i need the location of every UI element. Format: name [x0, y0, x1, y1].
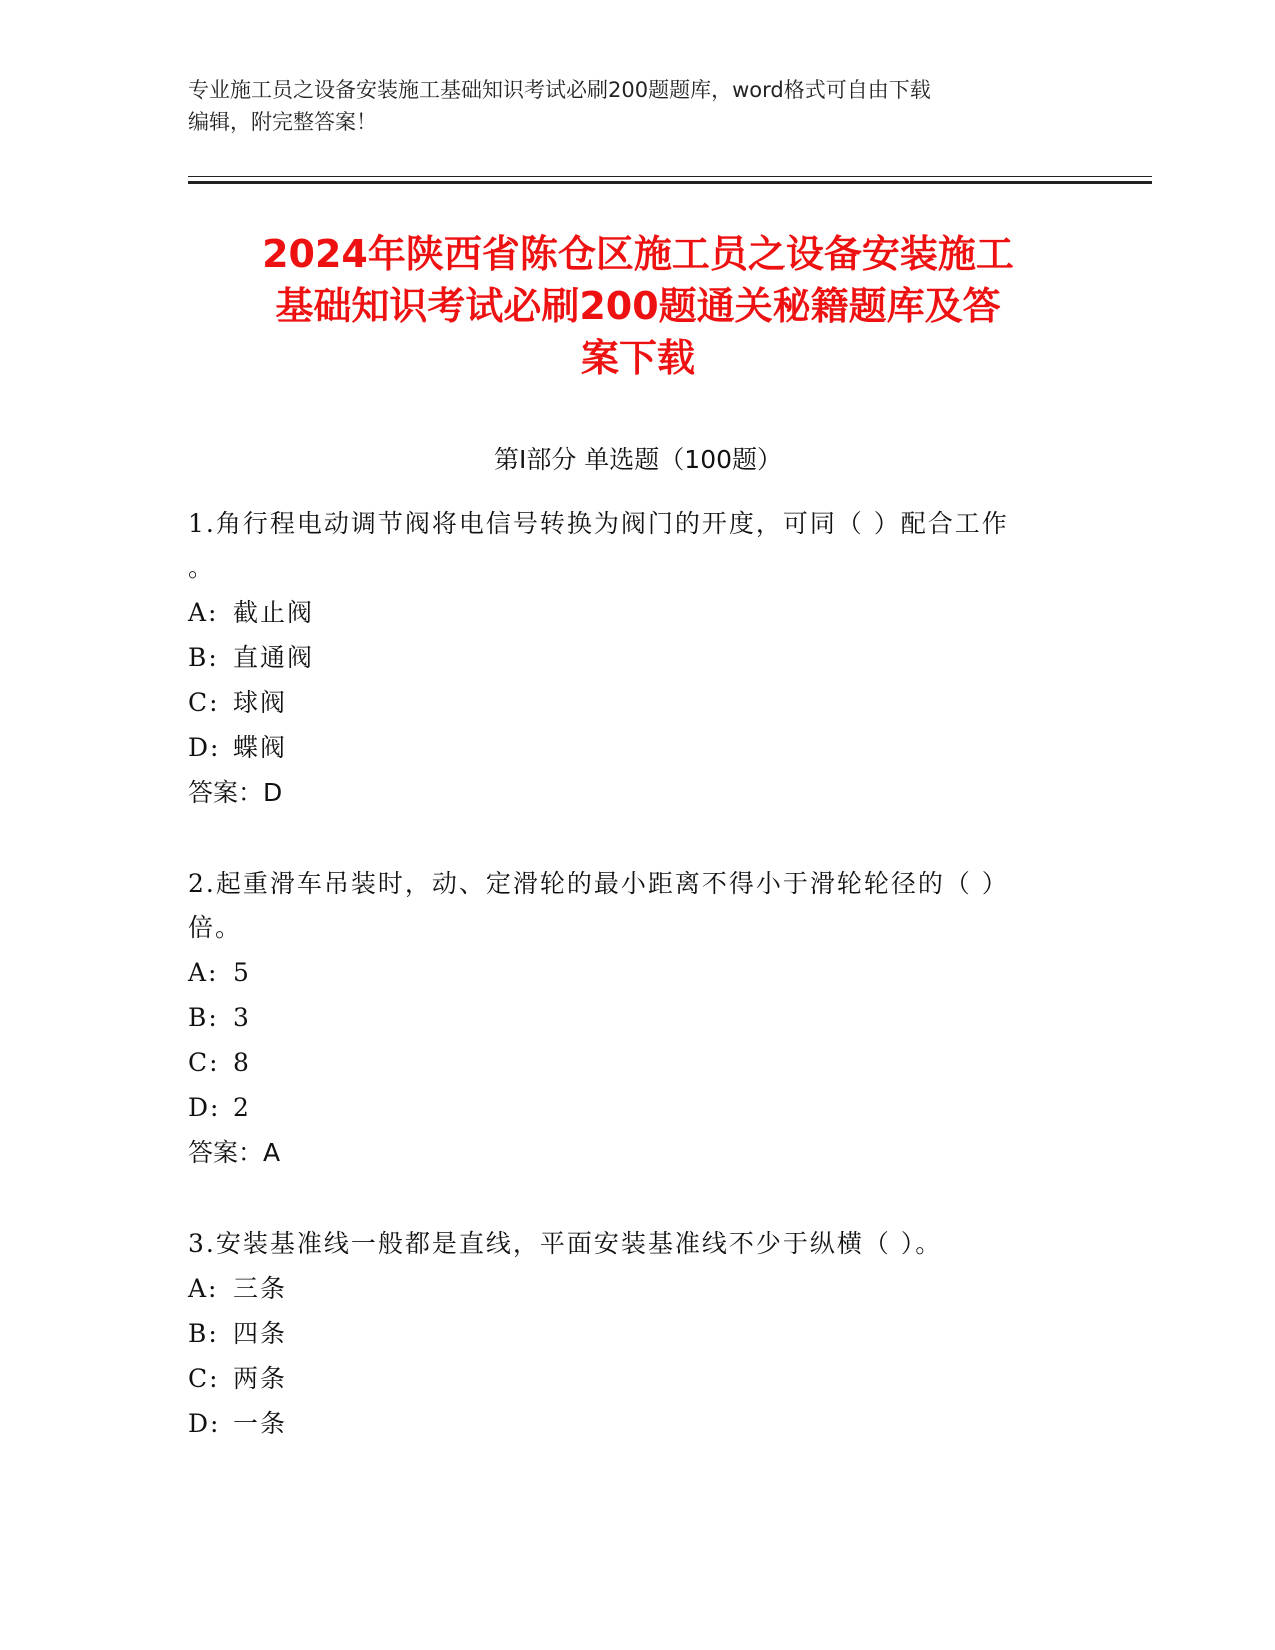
option-text: 球阀 [233, 688, 288, 717]
option-key: A: [188, 598, 219, 627]
header-line-2: 编辑，附完整答案！ [188, 110, 377, 134]
question-stem-line: 1.角行程电动调节阀将电信号转换为阀门的开度，可同（ ）配合工作 [188, 509, 1009, 538]
option-text: 两条 [233, 1364, 288, 1393]
option-key: B: [188, 1319, 219, 1348]
option-key: C: [188, 1048, 220, 1077]
option-key: C: [188, 688, 220, 717]
option-b [188, 635, 1088, 680]
title-line-3: 案下载 [580, 336, 695, 380]
question-stem [188, 862, 1088, 950]
header-divider-thin [188, 176, 1152, 177]
option-c [188, 1356, 1088, 1401]
option-text: 2 [233, 1093, 251, 1122]
option-a [188, 590, 1088, 635]
option-d [188, 1085, 1088, 1130]
header-line-1: 专业施工员之设备安装施工基础知识考试必刷200题题库，word格式可自由下载 [188, 78, 931, 102]
answer-line: 答案：A [188, 1138, 281, 1167]
option-c [188, 680, 1088, 725]
option-d [188, 725, 1088, 770]
option-key: D: [188, 1409, 221, 1438]
option-key: A: [188, 958, 219, 987]
question-stem-line: 2.起重滑车吊装时，动、定滑轮的最小距离不得小于滑轮轮径的（ ） [188, 869, 1009, 898]
title-line-1: 2024年陕西省陈仓区施工员之设备安装施工 [262, 232, 1014, 276]
question-stem-line: 倍。 [188, 913, 243, 942]
option-text: 5 [233, 958, 251, 987]
question-1 [188, 502, 1088, 816]
document-title [188, 228, 1088, 384]
option-text: 三条 [233, 1274, 288, 1303]
option-d [188, 1401, 1088, 1446]
question-3 [188, 1222, 1088, 1446]
option-text: 截止阀 [233, 598, 315, 627]
option-key: B: [188, 643, 219, 672]
option-key: B: [188, 1003, 219, 1032]
question-stem [188, 502, 1088, 590]
option-text: 四条 [233, 1319, 288, 1348]
option-key: D: [188, 1093, 221, 1122]
header-divider-thick [188, 181, 1152, 184]
question-stem-line: 。 [188, 553, 216, 582]
option-b [188, 1311, 1088, 1356]
option-a [188, 950, 1088, 995]
title-line-2: 基础知识考试必刷200题通关秘籍题库及答 [275, 284, 1001, 328]
option-key: A: [188, 1274, 219, 1303]
option-text: 一条 [233, 1409, 288, 1438]
option-text: 3 [233, 1003, 251, 1032]
option-text: 8 [233, 1048, 251, 1077]
option-a [188, 1266, 1088, 1311]
option-b [188, 995, 1088, 1040]
option-text: 蝶阀 [233, 733, 288, 762]
option-key: D: [188, 733, 221, 762]
document-header [188, 74, 1088, 138]
option-c [188, 1040, 1088, 1085]
option-text: 直通阀 [233, 643, 315, 672]
question-stem [188, 1222, 1088, 1266]
answer-line: 答案：D [188, 778, 283, 807]
section-heading: 第Ⅰ部分 单选题（100题） [493, 445, 783, 474]
question-2 [188, 862, 1088, 1176]
option-key: C: [188, 1364, 220, 1393]
question-stem-line: 3.安装基准线一般都是直线，平面安装基准线不少于纵横（ ）。 [188, 1229, 943, 1258]
